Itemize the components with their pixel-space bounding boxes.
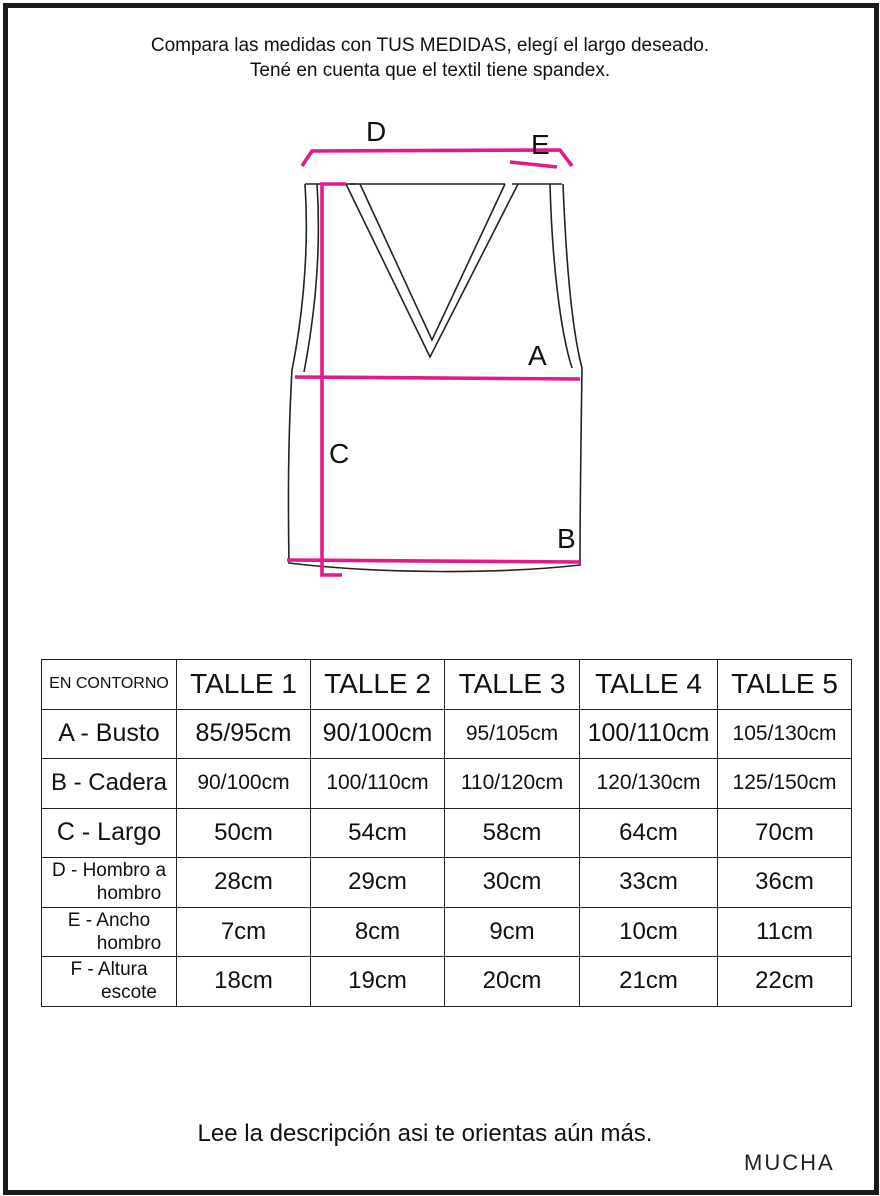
table-cell: 85/95cm — [177, 709, 311, 759]
line-a — [295, 377, 580, 379]
table-cell: 20cm — [445, 957, 580, 1007]
table-cell: 11cm — [718, 907, 852, 957]
table-row — [42, 808, 852, 858]
table-cell: 28cm — [177, 858, 311, 908]
label-b: B — [557, 523, 576, 554]
table-cell: 30cm — [445, 858, 580, 908]
row-label-line2: hombro — [96, 932, 162, 954]
table-cell: 54cm — [311, 808, 445, 858]
table-cell: 50cm — [177, 808, 311, 858]
line-e — [510, 162, 557, 167]
table-cell: 22cm — [718, 957, 852, 1007]
label-a: A — [528, 340, 547, 371]
row-label — [42, 907, 177, 957]
label-c: C — [329, 438, 350, 469]
row-label — [42, 957, 177, 1007]
table-row — [42, 907, 852, 957]
row-label-line2: hombro — [96, 883, 162, 905]
table-cell: 95/105cm — [445, 709, 580, 759]
table-row — [42, 957, 852, 1007]
row-label-line1: F - Altura — [70, 959, 148, 981]
table-cell: 19cm — [311, 957, 445, 1007]
size-header: TALLE 4 — [580, 660, 718, 710]
table-cell: 29cm — [311, 858, 445, 908]
table-corner-label: EN CONTORNO — [42, 660, 177, 710]
table-cell: 33cm — [580, 858, 718, 908]
table-cell: 18cm — [177, 957, 311, 1007]
table-row — [42, 709, 852, 759]
table-cell: 8cm — [311, 907, 445, 957]
line-c — [322, 184, 346, 575]
row-label — [42, 858, 177, 908]
row-label-line1: E - Ancho — [67, 909, 151, 931]
row-label: C - Largo — [42, 808, 177, 858]
size-chart-table — [41, 659, 852, 1007]
row-label-line1: D - Hombro a — [51, 860, 167, 882]
intro-line-2: Tené en cuenta que el textil tiene spandex. — [249, 60, 611, 81]
label-e: E — [531, 129, 550, 160]
row-label-line2: escote — [101, 982, 157, 1004]
table-cell: 21cm — [580, 957, 718, 1007]
table-cell: 7cm — [177, 907, 311, 957]
table-cell: 10cm — [580, 907, 718, 957]
row-label: A - Busto — [42, 709, 177, 759]
table-row — [42, 759, 852, 809]
table-cell: 70cm — [718, 808, 852, 858]
table-cell: 58cm — [445, 808, 580, 858]
table-row — [42, 858, 852, 908]
size-header: TALLE 1 — [177, 660, 311, 710]
table-cell: 90/100cm — [177, 759, 311, 809]
line-b — [287, 560, 580, 562]
table-cell: 100/110cm — [311, 759, 445, 809]
brand-logo: MUCHA — [744, 1150, 835, 1175]
table-cell: 125/150cm — [718, 759, 852, 809]
footer-note: Lee la descripción asi te orientas aún más. — [197, 1120, 653, 1147]
row-label: B - Cadera — [42, 759, 177, 809]
table-cell: 64cm — [580, 808, 718, 858]
table-cell: 9cm — [445, 907, 580, 957]
table-cell: 110/120cm — [445, 759, 580, 809]
size-header: TALLE 5 — [718, 660, 852, 710]
label-d: D — [366, 116, 387, 147]
table-cell: 120/130cm — [580, 759, 718, 809]
intro-line-1: Compara las medidas con TUS MEDIDAS, elegí el largo deseado. — [150, 35, 710, 56]
table-cell: 36cm — [718, 858, 852, 908]
table-cell: 90/100cm — [311, 709, 445, 759]
table-cell: 100/110cm — [580, 709, 718, 759]
size-header: TALLE 2 — [311, 660, 445, 710]
table-header-row — [42, 660, 852, 710]
table-cell: 105/130cm — [718, 709, 852, 759]
size-header: TALLE 3 — [445, 660, 580, 710]
